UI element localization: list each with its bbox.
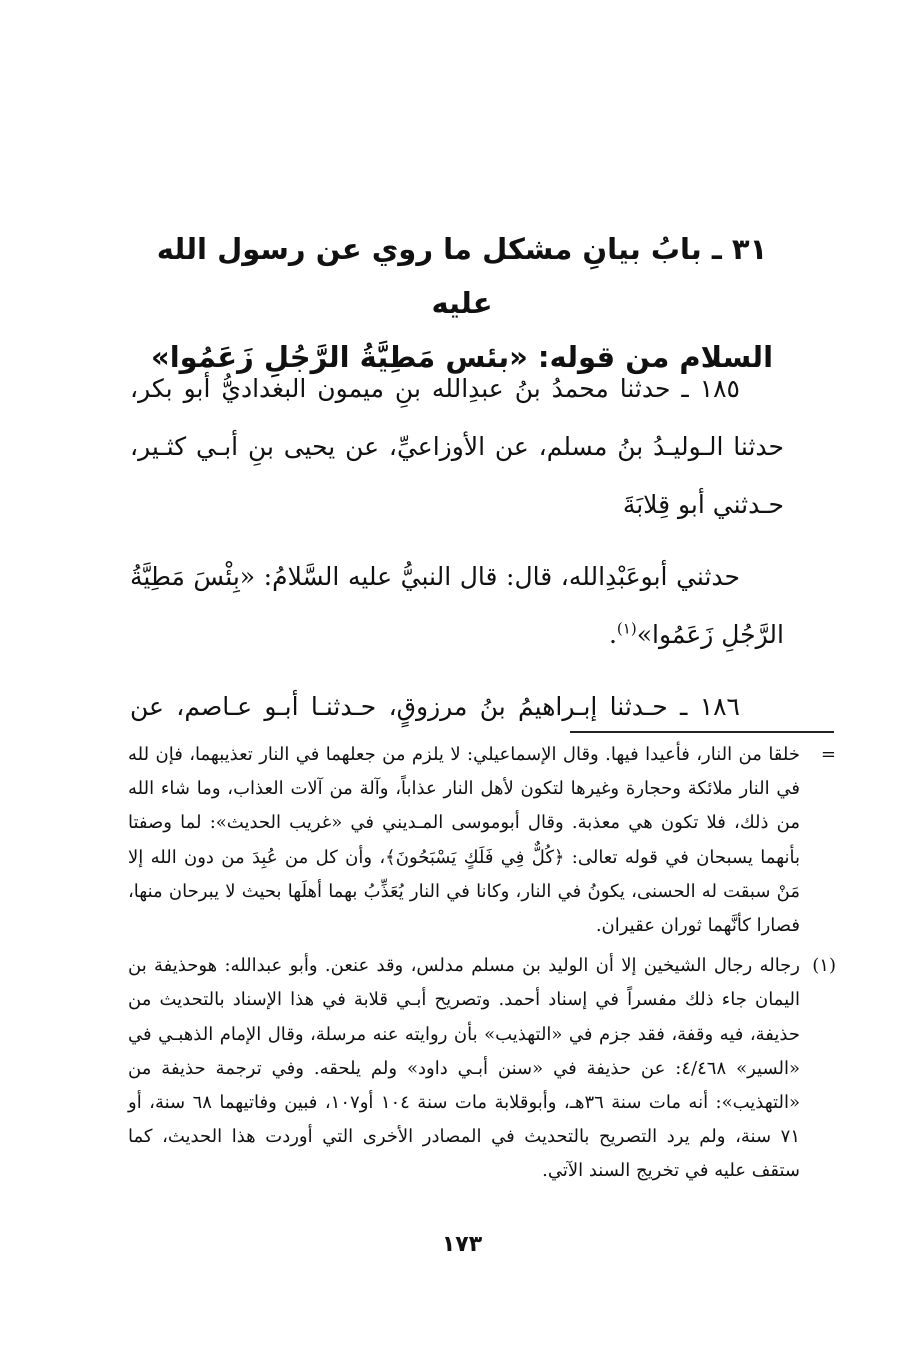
main-text (130, 360, 784, 750)
hadith-186-paragraph (130, 678, 784, 736)
footnotes (128, 738, 836, 1195)
footnote-reference[interactable]: (١) (616, 619, 637, 638)
footnote-1 (128, 949, 836, 1188)
hadith-185-matn-paragraph: حدثني أبوعَبْدِالله، قال: قال النبيُّ عليه السَّلامُ: «بِئْسَ مَطِيَّةُ الرَّجُلِ زَعَمُوا»$^{(١)}$. (130, 562, 784, 649)
chapter-heading-line-1: ٣١ ـ بابُ بيانِ مشكل ما روي عن رسول الله عليه (156, 232, 768, 320)
footnote-continuation (128, 738, 836, 943)
hadith-185-matn-text: حدثني أبوعَبْدِالله، قال: قال النبيُّ عليه السَّلامُ: «بِئْسَ مَطِيَّةُ الرَّجُلِ زَعَمُوا» (130, 562, 784, 649)
page-number: ١٧٣ (441, 1232, 483, 1257)
hadith-185-paragraph (130, 360, 784, 534)
footnote-continuation-marker: = (820, 744, 836, 765)
hadith-186-text: ١٨٦ ـ حـدثنا إبـراهيمُ بنُ مرزوقٍ، حـدثنـا أبـو عـاصم، عن (130, 692, 740, 721)
chapter-heading-line-2: السلام من قوله: «بئس مَطِيَّةُ الرَّجُلِ زَعَمُوا» (150, 340, 774, 374)
hadith-185-text: ١٨٥ ـ حدثنا محمدُ بنُ عبدِالله بنِ ميمون البغداديُّ أبو بكر، حدثنا الـوليـدُ بنُ مسلم، عن الأوزاعيِّ، عن يحيى بنِ أبـي كثـير، حـدثني أبو قِلابَةَ (130, 374, 784, 519)
footnote-separator (570, 731, 834, 733)
footnote-continuation-text: خلقا من النار، فأعيدا فيها. وقال الإسماعيلي: لا يلزم من جعلهما في النار تعذيبهما، فإن لله في النار ملائكة وحجارة وغيرها لتكون لأهل النار عذاباً، وآلة من آلات العذاب، وما شاء الله من ذلك، فلا تكون هي معذبة. وقال أبوموسى المـديني في «غريب الحديث»: لما وصفتا بأنهما يسبحان في قوله تعالى: ﴿كُلٌّ فِي فَلَكٍ يَسْبَحُونَ﴾، وأن كل من عُبِدَ من دون الله إلا مَنْ سبقت له الحسنى، يكونُ في النار، وكانا في النار يُعَذِّبُ بهما أهلَها بحيث لا يبرحان منها، فصارا كأنَّهما ثوران عقيران. (128, 744, 800, 937)
footnote-1-marker: (١) (812, 955, 836, 977)
footnote-1-text: رجاله رجال الشيخين إلا أن الوليد بن مسلم مدلس، وقد عنعن. وأبو عبدالله: هوحذيفة بن اليمان جاء ذلك مفسراً في إسناد أحمد. وتصريح أبـي قلابة في هذا الإسناد بالتحديث من حذيفة، فيه وقفة، فقد جزم في «التهذيب» بأن روايته عنه مرسلة، وقال الإمام الذهبـي في «السير» ٤/٤٦٨: عن حذيفة في «سنن أبـي داود» ولم يلحقه. وفي ترجمة حذيفة من «التهذيب»: أنه مات سنة ٣٦هـ، وأبوقلابة مات سنة ١٠٤ أو١٠٧، فبين وفاتيهما ٦٨ سنة، أو ٧١ سنة، ولم يرد التصريح بالتحديث في المصادر الأخرى التي أوردت هذا الحديث، كما ستقف عليه في تخريج السند الآتي. (128, 955, 801, 1182)
